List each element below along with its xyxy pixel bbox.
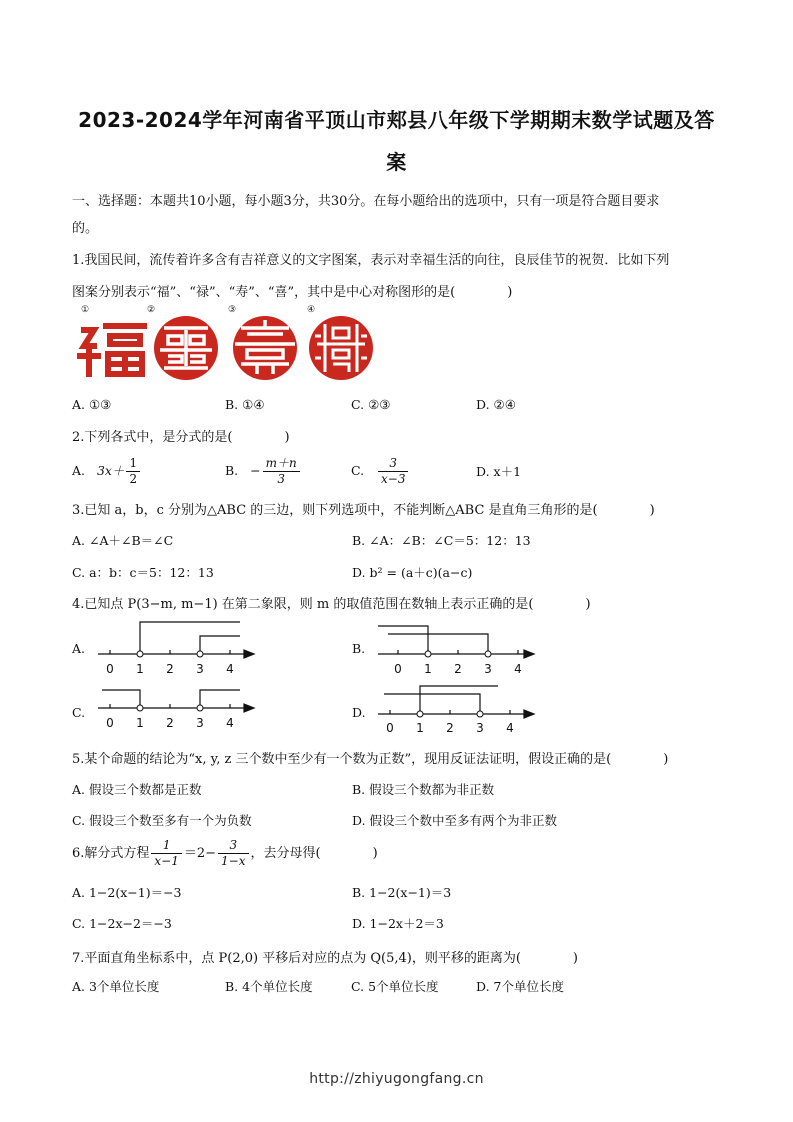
tick-label: 4: [514, 662, 522, 676]
q2-option-c[interactable]: [351, 456, 410, 487]
section-instruction: 一、选择题：本题共10小题，每小题3分，共30分。在每小题给出的选项中，只有一项是符合题目要求: [72, 194, 660, 209]
number-line-c: [92, 684, 262, 734]
tick-label: 2: [166, 662, 174, 676]
q2-option-b-sign: −: [250, 463, 261, 478]
seal-label-1: ①: [81, 305, 90, 315]
tick-label: 1: [416, 721, 424, 734]
q3-option-c[interactable]: C. a：b：c＝5：12：13: [72, 565, 214, 580]
q7-option-c[interactable]: C. 5个单位长度: [351, 979, 439, 994]
tick-label: 1: [424, 662, 432, 676]
q6-stem-mid: ＝2−: [183, 846, 217, 861]
number-line-b: [372, 616, 542, 678]
tick-label: 3: [484, 662, 492, 676]
q2-option-d[interactable]: D. x＋1: [476, 464, 522, 479]
q6-option-a[interactable]: A. 1−2(x−1)＝−3: [72, 885, 182, 900]
q5-option-d[interactable]: D. 假设三个数中至多有两个为非正数: [352, 813, 558, 828]
tick-label: 4: [226, 716, 234, 730]
q2-b-den: 3: [277, 472, 285, 486]
q3-option-d[interactable]: D. b² = (a＋c)(a−c): [352, 565, 473, 580]
q2-option-a[interactable]: [72, 456, 142, 487]
q1-stem-cont: 图案分别表示“福”、“禄”、“寿”、“喜”，其中是中心对称图形的是( ): [72, 285, 513, 300]
q2-option-c-label: C.: [351, 463, 365, 478]
q6-f2-num: 3: [218, 838, 248, 854]
q7-option-a[interactable]: A. 3个单位长度: [72, 979, 160, 994]
q4-option-a-label[interactable]: A.: [72, 641, 86, 656]
q7-option-d[interactable]: D. 7个单位长度: [476, 979, 564, 994]
q6-f2-den: 1−x: [221, 854, 246, 868]
q6-option-b[interactable]: B. 1−2(x−1)＝3: [352, 885, 452, 900]
q1-stem: 1.我国民间，流传着许多含有吉祥意义的文字图案，表示对幸福生活的向往，良辰佳节的祝贺．比如下列: [72, 253, 670, 268]
footer-url[interactable]: http://zhiyugongfang.cn: [309, 1071, 484, 1087]
tick-label: 1: [136, 716, 144, 730]
q2-option-b-label: B.: [225, 463, 239, 478]
q6-stem: [72, 838, 378, 869]
tick-label: 0: [106, 716, 114, 730]
q2-option-a-fraction: [126, 456, 140, 487]
q2-b-num: m＋n: [263, 456, 300, 472]
q1-option-a[interactable]: A. ①③: [72, 397, 112, 412]
tick-label: 0: [394, 662, 402, 676]
shou-seal-image: [227, 312, 307, 382]
q5-option-b[interactable]: B. 假设三个数都为非正数: [352, 782, 495, 797]
q4-option-d-label[interactable]: D.: [352, 705, 366, 720]
q6-stem-prefix: 6.解分式方程: [72, 846, 150, 861]
q1-option-b[interactable]: B. ①④: [225, 397, 265, 412]
seal-label-2: ②: [147, 305, 156, 315]
q5-option-c[interactable]: C. 假设三个数至多有一个为负数: [72, 813, 252, 828]
page-title-line1: 2023-2024学年河南省平顶山市郏县八年级下学期期末数学试题及答: [78, 108, 715, 132]
q2-option-c-fraction: [378, 456, 408, 487]
section-instruction-cont: 的。: [72, 221, 99, 236]
q6-fraction-right: [218, 838, 248, 869]
q6-f1-den: x−1: [154, 854, 179, 868]
q4-stem: 4.已知点 P(3−m, m−1) 在第二象限，则 m 的取值范围在数轴上表示正确的是( ): [72, 597, 591, 612]
q7-option-b[interactable]: B. 4个单位长度: [225, 979, 313, 994]
page-title-line2: 案: [386, 150, 407, 174]
q2-c-den: x−3: [381, 472, 406, 486]
q2-option-b[interactable]: [225, 456, 302, 487]
seal-label-4: ④: [307, 305, 316, 315]
q2-c-num: 3: [378, 456, 408, 472]
q6-fraction-left: [151, 838, 181, 869]
tick-label: 4: [226, 662, 234, 676]
q2-option-a-term: 3x＋: [96, 463, 125, 478]
fu-seal-image: [72, 312, 152, 382]
q4-option-c-label[interactable]: C.: [72, 705, 86, 720]
tick-label: 0: [106, 662, 114, 676]
xi-seal-image: [303, 312, 383, 382]
q2-option-b-fraction: [263, 456, 300, 487]
seal-label-3: ③: [228, 305, 237, 315]
number-line-a: [92, 616, 262, 678]
tick-label: 3: [196, 662, 204, 676]
q7-stem: 7.平面直角坐标系中，点 P(2,0) 平移后对应的点为 Q(5,4)，则平移的距离为( ): [72, 951, 578, 966]
q1-option-d[interactable]: D. ②④: [476, 397, 516, 412]
q3-option-a[interactable]: A. ∠A＋∠B＝∠C: [72, 533, 174, 548]
q5-option-a[interactable]: A. 假设三个数都是正数: [72, 782, 202, 797]
q1-option-c[interactable]: C. ②③: [351, 397, 391, 412]
number-line-d: [372, 684, 542, 734]
tick-label: 1: [136, 662, 144, 676]
q4-option-b-label[interactable]: B.: [352, 641, 366, 656]
lu-seal-image: [148, 312, 228, 382]
tick-label: 2: [454, 662, 462, 676]
q3-option-b[interactable]: B. ∠A：∠B：∠C＝5：12：13: [352, 533, 531, 548]
q2-stem: 2.下列各式中，是分式的是( ): [72, 430, 290, 445]
tick-label: 2: [166, 716, 174, 730]
tick-label: 4: [506, 721, 514, 734]
tick-label: 2: [446, 721, 454, 734]
q6-option-c[interactable]: C. 1−2x−2＝−3: [72, 916, 172, 931]
tick-label: 3: [476, 721, 484, 734]
q2-a-den: 2: [129, 472, 138, 486]
q3-stem: 3.已知 a，b，c 分别为△ABC 的三边，则下列选项中，不能判断△ABC 是直角三角形的是( ): [72, 503, 655, 518]
tick-label: 0: [386, 721, 394, 734]
q2-option-a-label: A.: [72, 463, 86, 478]
q6-stem-suffix: ，去分母得( ): [250, 846, 378, 861]
tick-label: 3: [196, 716, 204, 730]
q6-f1-num: 1: [151, 838, 181, 854]
q2-a-num: 1: [126, 456, 140, 472]
q5-stem: 5.某个命题的结论为“x, y, z 三个数中至少有一个数为正数”，现用反证法证明，假设正确的是( ): [72, 752, 669, 767]
q6-option-d[interactable]: D. 1−2x＋2＝3: [352, 916, 444, 931]
